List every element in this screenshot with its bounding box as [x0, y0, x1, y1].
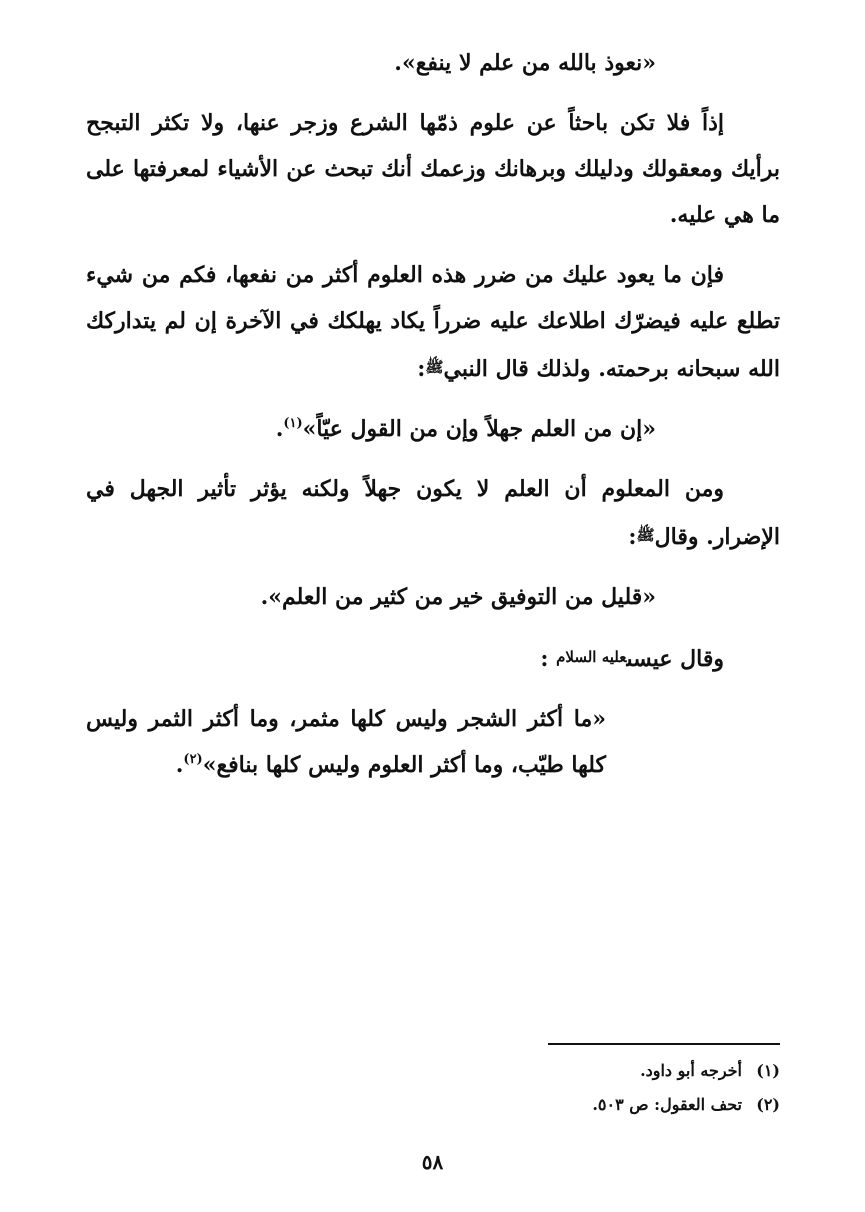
- honorific-prophet-glyph-2: ﷺ: [636, 526, 655, 544]
- page-number: ٥٨: [421, 1150, 444, 1174]
- quote-knowledge-ignorance-end: .: [275, 416, 284, 442]
- paragraph-warning-text: إذاً فلا تكن باحثاً عن علوم ذمّها الشرع وزجر عنها، ولا تكثر التبجح برأيك ومعقولك ودليلك وبرهانك وزعمك أنك تبحث عن الأشياء لمعرفتها على ما هي عليه.: [86, 110, 780, 228]
- intro-isa-colon: :: [540, 646, 549, 672]
- footnote-2-number: (٢): [756, 1095, 780, 1114]
- footnote-1-number: (١): [756, 1061, 780, 1080]
- footnotes: [400, 1054, 780, 1122]
- body-text: [86, 40, 780, 802]
- footnote-1-text: أخرجه أبو داود.: [640, 1061, 742, 1080]
- paragraph-known-colon: :: [628, 524, 637, 550]
- paragraph-warning: [86, 100, 780, 238]
- footnote-ref-1: (١): [283, 416, 303, 431]
- footnote-divider: [548, 1043, 780, 1045]
- honorific-prophet-glyph: ﷺ: [425, 358, 444, 376]
- quote-tawfiq-text: «قليل من التوفيق خير من كثير من العلم».: [260, 584, 656, 610]
- quote-knowledge-ignorance-text: «إن من العلم جهلاً وإن من القول عيّاً»: [302, 416, 656, 442]
- quote-tawfiq: [86, 574, 780, 620]
- quote-knowledge-ignorance: [86, 406, 780, 452]
- paragraph-known-text: ومن المعلوم أن العلم لا يكون جهلاً ولكنه يؤثر تأثير الجهل في الإضرار. وقال: [86, 476, 780, 550]
- quote-no-benefit-text: «نعوذ بالله من علم لا ينفع».: [394, 50, 656, 76]
- intro-isa: [86, 634, 780, 682]
- quote-isa-end: .: [175, 752, 184, 778]
- quote-isa: [86, 696, 780, 788]
- paragraph-harm-text: فإن ما يعود عليك من ضرر هذه العلوم أكثر من نفعها، فكم من شيء تطلع عليه فيضرّك اطلاعك عليه ضرراً يكاد يهلكك في الآخرة إن لم يتداركك الله سبحانه برحمته. ولذلك قال النبي: [86, 262, 780, 382]
- footnote-ref-2: (٢): [183, 752, 203, 767]
- honorific-isa-glyph: عليه السلام: [556, 648, 627, 666]
- footnote-2: [400, 1088, 780, 1122]
- intro-isa-text: وقال عيسى: [626, 646, 724, 672]
- quote-isa-text: «ما أكثر الشجر وليس كلها مثمر، وما أكثر الثمر وليس كلها طيّب، وما أكثر العلوم وليس كلها بنافع»: [86, 706, 607, 778]
- footnote-2-text: تحف العقول: ص ٥٠٣.: [592, 1095, 742, 1114]
- paragraph-harm-colon: :: [417, 356, 426, 382]
- footnote-1: [400, 1054, 780, 1088]
- quote-no-benefit: [86, 40, 780, 86]
- paragraph-harm: [86, 252, 780, 392]
- paragraph-known: [86, 466, 780, 560]
